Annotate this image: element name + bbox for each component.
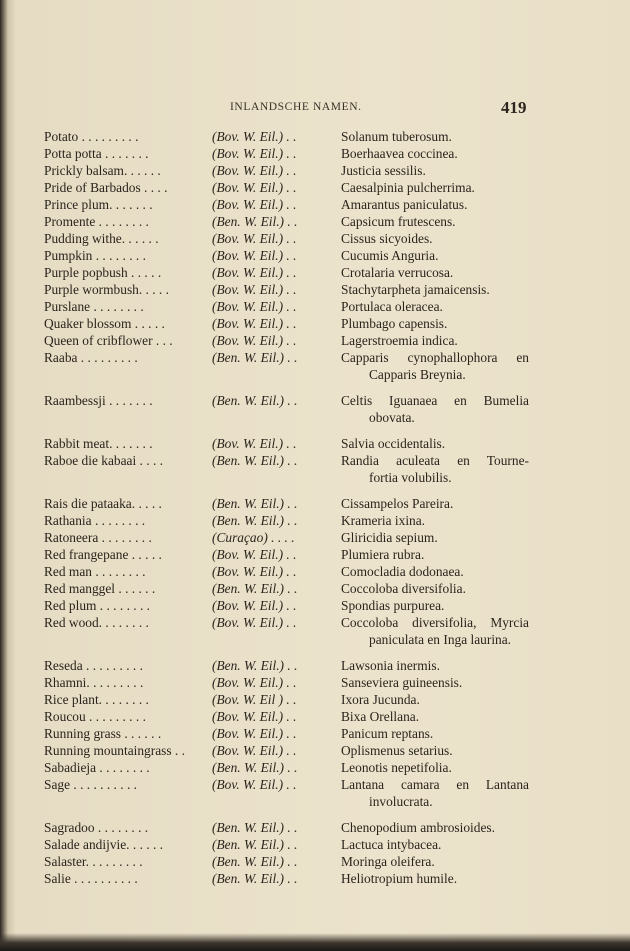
entry-latin-name: Lagerstroemia indica. <box>341 333 458 348</box>
entry-source: (Bov. W. Eil.) . . <box>212 146 297 161</box>
entry-source: (Bov. W. Eil.) . . <box>212 163 297 178</box>
entry-source: (Bov. W. Eil.) . . <box>212 333 297 348</box>
entry-source: (Bov. W. Eil.) . . <box>212 615 297 630</box>
entry-source: (Bov. W. Eil.) . . <box>212 231 297 246</box>
entry-vernacular-name: Red frangepane . . . . . <box>44 547 162 562</box>
entry-source: (Ben. W. Eil.) . . <box>212 854 298 869</box>
glossary-entry <box>0 247 630 264</box>
entry-vernacular-name: Pudding withe. . . . . . <box>44 231 159 246</box>
entry-vernacular-name: Prickly balsam. . . . . . <box>44 163 161 178</box>
entry-latin-name: Comocladia dodonaea. <box>341 564 464 579</box>
entry-latin-name: Plumbago capensis. <box>341 316 448 331</box>
glossary-entry <box>0 213 630 230</box>
entry-vernacular-name: Raboe die kabaai . . . . <box>44 453 163 468</box>
entry-source: (Ben. W. Eil.) . . <box>212 760 298 775</box>
entry-source: (Bov. W. Eil.) . . <box>212 129 297 144</box>
entry-source: (Bov. W. Eil.) . . <box>212 282 297 297</box>
entry-vernacular-name: Potato . . . . . . . . . <box>44 129 139 144</box>
entry-latin-name: Oplismenus setarius. <box>341 743 453 758</box>
glossary-entry <box>0 870 630 887</box>
entry-vernacular-name: Queen of cribflower . . . <box>44 333 173 348</box>
entry-vernacular-name: Promente . . . . . . . . <box>44 214 149 229</box>
entry-vernacular-name: Raaba . . . . . . . . . <box>44 350 138 365</box>
entry-vernacular-name: Purple wormbush. . . . . <box>44 282 169 297</box>
entry-vernacular-name: Raambessji . . . . . . . <box>44 393 153 408</box>
entry-latin-name: Bixa Orellana. <box>341 709 420 724</box>
entry-latin-name <box>341 392 529 426</box>
entry-vernacular-name: Red wood. . . . . . . . <box>44 615 149 630</box>
entry-vernacular-name: Rathania . . . . . . . . <box>44 513 146 528</box>
glossary-entry <box>0 145 630 162</box>
glossary-list <box>0 128 630 887</box>
entry-vernacular-name: Sage . . . . . . . . . . <box>44 777 137 792</box>
entry-source: (Bov. W. Eil.) . . <box>212 316 297 331</box>
entry-latin-name: Krameria ixina. <box>341 513 426 528</box>
glossary-entry <box>0 614 630 648</box>
entry-source: (Bov. W. Eil.) . . <box>212 777 297 792</box>
entry-vernacular-name: Ratoneera . . . . . . . . <box>44 530 152 545</box>
entry-latin-name: Capsicum frutescens. <box>341 214 456 229</box>
entry-vernacular-name: Purslane . . . . . . . . <box>44 299 144 314</box>
entry-latin-name: Justicia sessilis. <box>341 163 426 178</box>
glossary-entry <box>0 674 630 691</box>
entry-source: (Bov. W. Eil.) . . <box>212 265 297 280</box>
entry-source: (Bov. W. Eil.) . . <box>212 547 297 562</box>
entry-vernacular-name: Salade andijvie. . . . . . <box>44 837 163 852</box>
entry-latin-name: Coccoloba diversifolia. <box>341 581 466 596</box>
glossary-entry <box>0 597 630 614</box>
entry-latin-name <box>341 452 529 486</box>
entry-latin-name: Salvia occidentalis. <box>341 436 446 451</box>
entry-source: (Bov. W. Eil.) . . <box>212 180 297 195</box>
entry-latin-line: Lantana camara en Lantana <box>341 777 529 792</box>
entry-vernacular-name: Rabbit meat. . . . . . . <box>44 436 153 451</box>
entry-vernacular-name: Purple popbush . . . . . <box>44 265 162 280</box>
glossary-entry <box>0 264 630 281</box>
entry-source: (Bov. W. Eil.) . . <box>212 726 297 741</box>
entry-vernacular-name: Quaker blossom . . . . . <box>44 316 165 331</box>
entry-vernacular-name: Reseda . . . . . . . . . <box>44 658 143 673</box>
entry-latin-name: Cissampelos Pareira. <box>341 496 454 511</box>
glossary-entry <box>0 759 630 776</box>
glossary-entry <box>0 281 630 298</box>
entry-vernacular-name: Red man . . . . . . . . <box>44 564 146 579</box>
entry-latin-name: Portulaca oleracea. <box>341 299 443 314</box>
entry-vernacular-name: Roucou . . . . . . . . . <box>44 709 146 724</box>
entry-latin-name: Plumiera rubra. <box>341 547 425 562</box>
glossary-entry <box>0 495 630 512</box>
glossary-entry <box>0 332 630 349</box>
entry-latin-name: Cissus sicyoides. <box>341 231 433 246</box>
entry-latin-name: Caesalpinia pulcherrima. <box>341 180 475 195</box>
entry-source: (Bov. W. Eil.) . . <box>212 299 297 314</box>
entry-source: (Ben. W. Eil.) . . <box>212 350 298 365</box>
entry-latin-name: Crotalaria verrucosa. <box>341 265 454 280</box>
glossary-entry <box>0 128 630 145</box>
entry-vernacular-name: Red plum . . . . . . . . <box>44 598 151 613</box>
entry-latin-name: Lawsonia inermis. <box>341 658 440 673</box>
entry-vernacular-name: Running mountaingrass . . <box>44 743 185 758</box>
entry-vernacular-name: Salaster. . . . . . . . . <box>44 854 143 869</box>
entry-source: (Bov. W. Eil.) . . <box>212 248 297 263</box>
entry-vernacular-name: Potta potta . . . . . . . <box>44 146 149 161</box>
entry-vernacular-name: Sagradoo . . . . . . . . <box>44 820 149 835</box>
entry-source: (Bov. W. Eil.) . . <box>212 436 297 451</box>
entry-vernacular-name: Salie . . . . . . . . . . <box>44 871 138 886</box>
entry-source: (Bov. W. Eil.) . . <box>212 564 297 579</box>
glossary-entry <box>0 657 630 674</box>
entry-source: (Ben. W. Eil.) . . <box>212 496 298 511</box>
entry-source: (Curaçao) . . . . <box>212 530 295 545</box>
entry-latin-continuation: involucrata. <box>369 794 433 809</box>
entry-latin-name: Ixora Jucunda. <box>341 692 420 707</box>
entry-source: (Bov. W. Eil.) . . <box>212 197 297 212</box>
glossary-entry <box>0 392 630 426</box>
entry-source: (Ben. W. Eil.) . . <box>212 513 298 528</box>
entry-latin-name: Spondias purpurea. <box>341 598 445 613</box>
entry-source: (Bov. W. Eil.) . . <box>212 709 297 724</box>
entry-vernacular-name: Pumpkin . . . . . . . . <box>44 248 146 263</box>
glossary-entry <box>0 162 630 179</box>
entry-latin-name: Moringa oleifera. <box>341 854 435 869</box>
entry-latin-continuation: Capparis Breynia. <box>369 367 466 382</box>
entry-latin-name: Panicum reptans. <box>341 726 434 741</box>
running-head: INLANDSCHE NAMEN. <box>230 101 362 113</box>
entry-latin-name: Leonotis nepetifolia. <box>341 760 452 775</box>
entry-latin-name: Heliotropium humile. <box>341 871 458 886</box>
glossary-entry <box>0 230 630 247</box>
entry-vernacular-name: Red manggel . . . . . . <box>44 581 156 596</box>
entry-latin-name: Boerhaavea coccinea. <box>341 146 458 161</box>
glossary-entry <box>0 708 630 725</box>
entry-latin-line: Randia aculeata en Tourne- <box>341 453 529 468</box>
entry-latin-name <box>341 614 529 648</box>
entry-latin-name <box>341 776 529 810</box>
page-number: 419 <box>501 98 527 117</box>
entry-latin-name: Cucumis Anguria. <box>341 248 439 263</box>
glossary-entry <box>0 580 630 597</box>
glossary-entry <box>0 563 630 580</box>
entry-vernacular-name: Rice plant. . . . . . . . <box>44 692 149 707</box>
entry-latin-continuation: obovata. <box>369 410 415 425</box>
entry-source: (Bov. W. Eil.) . . <box>212 598 297 613</box>
entry-source: (Bov. W. Eil ) . . <box>212 692 297 707</box>
entry-source: (Ben. W. Eil.) . . <box>212 581 298 596</box>
entry-source: (Ben. W. Eil.) . . <box>212 658 298 673</box>
entry-source: (Bov. W. Eil.) . . <box>212 675 297 690</box>
entry-latin-name: Gliricidia sepium. <box>341 530 438 545</box>
glossary-entry <box>0 349 630 383</box>
glossary-entry <box>0 196 630 213</box>
glossary-entry <box>0 315 630 332</box>
entry-vernacular-name: Running grass . . . . . . <box>44 726 162 741</box>
entry-latin-name <box>341 349 529 383</box>
entry-vernacular-name: Rais die pataaka. . . . . <box>44 496 162 511</box>
entry-vernacular-name: Pride of Barbados . . . . <box>44 180 168 195</box>
glossary-entry <box>0 836 630 853</box>
entry-source: (Ben. W. Eil.) . . <box>212 837 298 852</box>
entry-latin-name: Solanum tuberosum. <box>341 129 452 144</box>
glossary-entry <box>0 853 630 870</box>
glossary-entry <box>0 546 630 563</box>
entry-source: (Ben. W. Eil.) . . <box>212 820 298 835</box>
glossary-entry <box>0 529 630 546</box>
entry-latin-name: Amarantus paniculatus. <box>341 197 468 212</box>
entry-vernacular-name: Prince plum. . . . . . . <box>44 197 153 212</box>
entry-source: (Bov. W. Eil.) . . <box>212 743 297 758</box>
glossary-entry <box>0 691 630 708</box>
entry-latin-name: Chenopodium ambrosioides. <box>341 820 495 835</box>
glossary-entry <box>0 435 630 452</box>
glossary-entry <box>0 298 630 315</box>
entry-latin-name: Lactuca intybacea. <box>341 837 442 852</box>
glossary-entry <box>0 512 630 529</box>
entry-latin-line: Capparis cynophallophora en <box>341 350 529 365</box>
entry-source: (Ben. W. Eil.) . . <box>212 453 298 468</box>
entry-source: (Ben. W. Eil.) . . <box>212 214 298 229</box>
entry-vernacular-name: Rhamni. . . . . . . . . <box>44 675 144 690</box>
entry-vernacular-name: Sabadieja . . . . . . . . <box>44 760 150 775</box>
entry-latin-continuation: paniculata en Inga laurina. <box>369 632 512 647</box>
entry-latin-name: Stachytarpheta jamaicensis. <box>341 282 490 297</box>
glossary-entry <box>0 776 630 810</box>
entry-latin-line: Celtis Iguanaea en Bumelia <box>341 393 529 408</box>
entry-latin-continuation: fortia volubilis. <box>369 470 452 485</box>
glossary-entry <box>0 742 630 759</box>
entry-latin-name: Sanseviera guineensis. <box>341 675 463 690</box>
glossary-entry <box>0 819 630 836</box>
glossary-entry <box>0 452 630 486</box>
page-header <box>0 98 630 118</box>
glossary-entry <box>0 179 630 196</box>
glossary-entry <box>0 725 630 742</box>
entry-source: (Ben. W. Eil.) . . <box>212 871 298 886</box>
entry-source: (Ben. W. Eil.) . . <box>212 393 298 408</box>
entry-latin-line: Coccoloba diversifolia, Myrcia <box>341 615 529 630</box>
